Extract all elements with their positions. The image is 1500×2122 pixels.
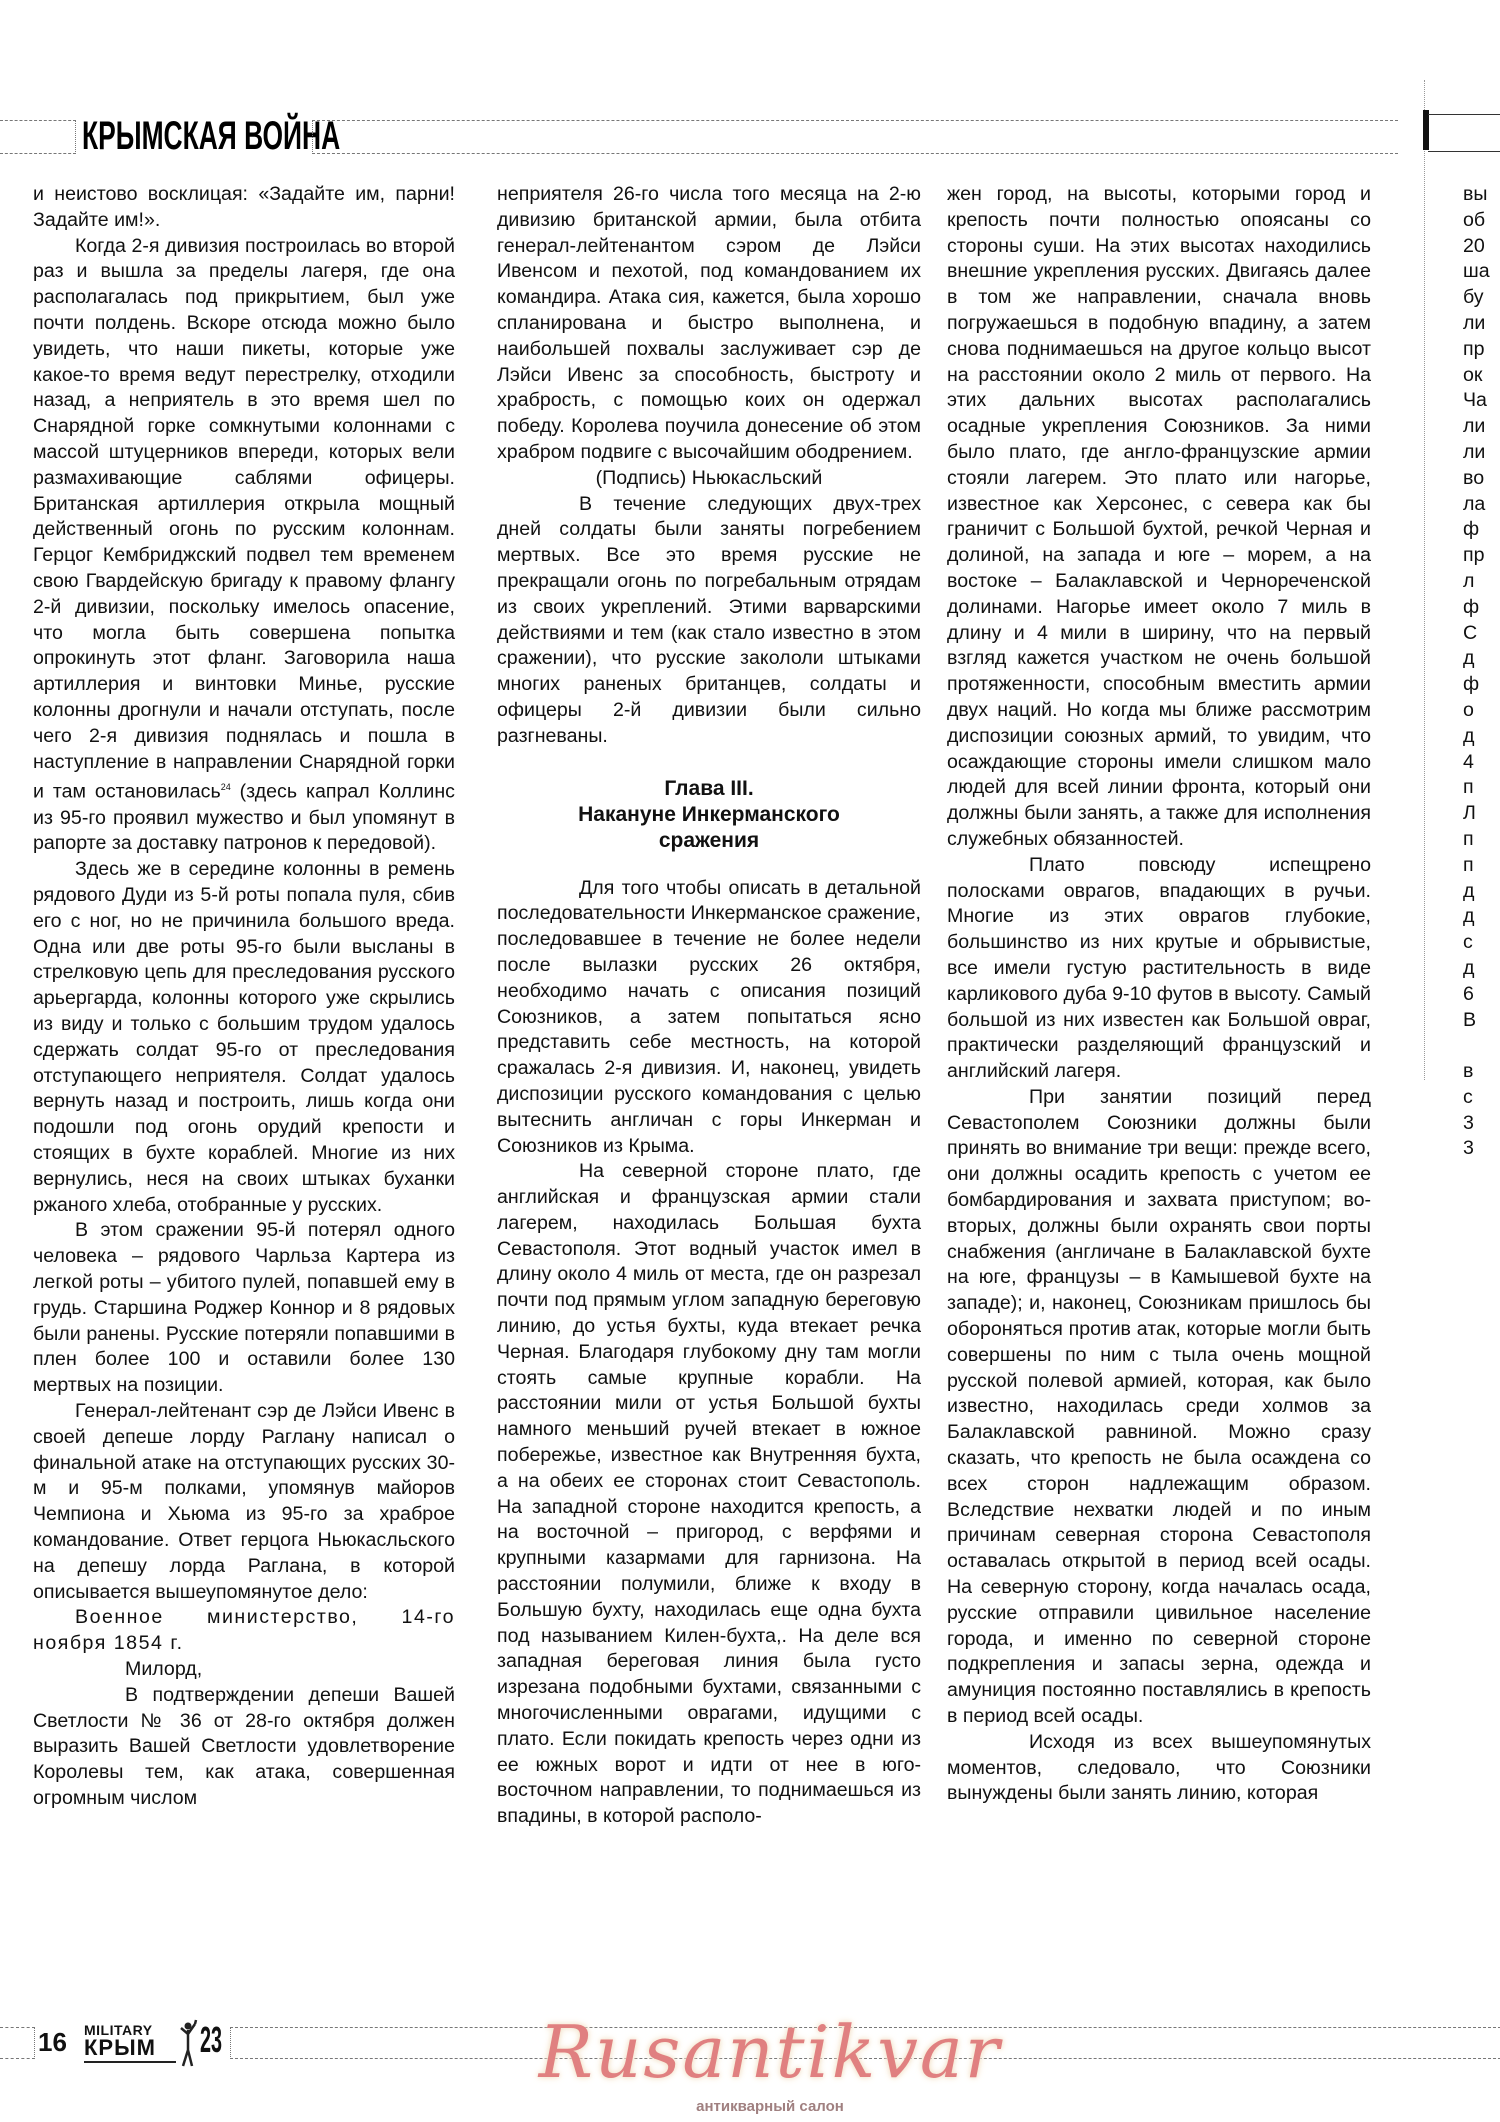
paragraph-text: (здесь капрал Коллинс из 95-го проявил мужество и был упомянут в рапорте за доставку патронов к передовой). — [33, 780, 455, 855]
text-fragment: пр — [1463, 544, 1485, 567]
text-fragment: ф — [1463, 595, 1480, 618]
text-fragment: ф — [1463, 673, 1480, 696]
paragraph: Исходя из всех вышеупомянутых моментов, следовало, что Союзники вынуждены были занять линию, которая — [947, 1730, 1371, 1805]
text-fragment — [1463, 1291, 1500, 1317]
page-number: 16 — [38, 2027, 67, 2057]
text-column-2 — [497, 182, 921, 1830]
text-fragment: с — [1463, 931, 1473, 954]
paragraph: Плато повсюду испещрено полосками оврагов, впадающих в ручьи. Многие из этих оврагов глубокие, большинство из них крутые и обрывистые, все имели густую растительность в виде карликового дуба 9-10 футов в высоту. Самый большой из них известен как Большой овраг, практически разделяющий французский и английский лагеря. — [947, 853, 1371, 1083]
text-fragment: ли — [1463, 440, 1486, 463]
text-fragment: 20 — [1463, 234, 1485, 257]
text-fragment: ли — [1463, 311, 1486, 334]
text-fragment: ок — [1463, 363, 1483, 386]
text-fragment: пр — [1463, 337, 1485, 360]
text-fragment: п — [1463, 827, 1474, 850]
text-fragment: д — [1463, 724, 1475, 747]
text-fragment: д — [1463, 956, 1475, 979]
paragraph: Генерал-лейтенант сэр де Лэйси Ивенс в своей депеше лорду Раглану написал о финальной атаке на отступающих русских 30-м и 95-м полками, упомянув майоров Чемпиона и Хьюма из 95-го за храброе командование. Ответ герцога Ньюкасльского на депешу лорда Раглана, в которой описывается вышеупомянутое дело: — [33, 1399, 455, 1603]
text-fragment: 3 — [1463, 1137, 1474, 1160]
text-fragment — [1463, 1240, 1500, 1266]
paragraph — [33, 234, 455, 858]
text-column-4-partial — [1463, 182, 1500, 1343]
chapter-number: Глава III. — [664, 776, 754, 800]
letter-body: В подтверждении депеши Вашей Светлости № 36 от 28-го октября должен выразить Вашей Светлости удовлетворение Королевы тем, как атака, совершенная огромным числом — [33, 1683, 455, 1809]
magazine-logo-line2: КРЫМ — [84, 2035, 156, 2060]
issue-number: 23 — [200, 2019, 223, 2060]
text-fragment: д — [1463, 647, 1475, 670]
page-fold-line — [1424, 80, 1426, 1080]
paragraph: Для того чтобы описать в детальной последовательности Инкерманское сражение, последовавшее в течение не более недели после вылазки русских 26 октября, необходимо начать с описания позиций Союзников, а затем попытаться ясно представить себе местность, на которой сражалась 2-я дивизия. И, наконец, увидеть диспозиции русского командования с целью вытеснить англичан с горы Инкерман и Союзников из Крыма. — [497, 876, 921, 1157]
section-title: КРЫМСКАЯ ВОЙНА — [82, 114, 341, 158]
paragraph: жен город, на высоты, которыми город и крепость почти полностью опоясаны со стороны суши. На этих высотах находились внешние укрепления русских. Двигаясь далее в том же направлении, сначала вновь погружаешься в подобную впадину, а затем снова поднимаешься на другое кольцо высот на расстоянии около 2 миль от первого. На этих дальних высотах располагались осадные укрепления Союзников. За ними было плато, где англо-французские армии стояли лагерем. Это плато или нагорье, известное как Херсонес, с севера как бы граничит с Большой бухтой, речкой Черная и долиной, на запада и юге – морем, а на востоке – Балаклавской и Чернореченской долинами. Нагорье имеет около 7 миль в длину и 4 мили в ширину, что на первый взгляд кажется участком не очень большой протяженности, способным вместить армии двух наций. Но когда мы ближе рассмотрим диспозиции союзных армий, то увидим, что осаждающие стороны имели слишком мало людей для всей линии фронта, который они должны были занять, а также для исполнения служебных обязанностей. — [947, 183, 1371, 850]
text-fragment: п — [1463, 853, 1474, 876]
chapter-heading — [497, 776, 921, 854]
text-fragment: д — [1463, 879, 1475, 902]
watermark-brand: Rusantikvar — [538, 2010, 1002, 2094]
text-fragment: ф — [1463, 518, 1480, 541]
text-column-1 — [33, 182, 455, 1812]
chapter-title-line: Накануне Инкерманского — [578, 802, 840, 826]
header-rule-right — [312, 120, 1398, 154]
text-fragment: об — [1463, 208, 1486, 231]
magazine-logo-tagline-bar — [84, 2061, 176, 2063]
text-fragment: л — [1463, 569, 1475, 592]
text-fragment: с — [1463, 1085, 1473, 1108]
letter-body-continued: неприятеля 26-го числа того месяца на 2-ю дивизию британской армии, была отбита генерал-лейтенантом сэром де Лэйси Ивенсом и пехотой, под командованием их командира. Атака сия, кажется, была хорошо спланирована и быстро выполнена, и наибольшей похвалы заслуживает сэр де Лэйси Ивенс за способность, быстроту и храбрость, с помощью коих он одержал победу. Королева поучила донесение об этом храбром подвиге с высочайшим ободрением. — [497, 183, 921, 463]
letter-dateline: Военное министерство, 14-го ноября 1854 г. — [33, 1606, 455, 1655]
text-fragment: во — [1463, 466, 1485, 489]
text-fragment: С — [1463, 621, 1478, 644]
magazine-logo-line1: MILITARY — [84, 2022, 153, 2038]
text-fragment: в — [1463, 1060, 1474, 1083]
text-fragment: д — [1463, 905, 1475, 928]
magazine-logo — [84, 2022, 176, 2063]
text-fragment: Ча — [1463, 389, 1487, 412]
text-fragment — [1463, 1265, 1500, 1291]
letter-salutation: Милорд, — [125, 1657, 203, 1680]
text-fragment: вы — [1463, 183, 1488, 205]
header-rule-left — [0, 120, 76, 154]
next-page-header-box — [1428, 114, 1500, 152]
text-fragment: 3 — [1463, 1111, 1474, 1134]
paragraph: Здесь же в середине колонны в ремень рядового Дуди из 5-й роты попала пуля, сбив его с ног, но не причинила большого вреда. Одна или две роты 95-го были высланы в стрелковую цепь для преследования русского арьергарда, колонны которого уже скрылись из виду и только с большим трудом удалось сдержать солдат 95-го от преследования отступающего неприятеля. Солдат удалось вернуть назад и построить, лишь когда они подошли под огонь орудий крепости и стоящих в бухте кораблей. Многие из них вернулись, неся на своих штыках буханки ржаного хлеба, отобранные у русских. — [33, 858, 455, 1216]
paragraph: и неистово восклицая: «Задайте им, парни! Задайте им!». — [33, 183, 455, 231]
paragraph: На северной стороне плато, где английская и французская армии стали лагерем, находилась Большая бухта Севастополя. Этот водный участок имел в длину около 4 миль от места, где он разрезал почти под прямым углом западную береговую линию, до устья бухты, куда втекает речка Черная. Благодаря глубокому дну там могли стоять самые крупные корабли. На расстоянии мили от устья Большой бухты намного меньший ручей втекает в южное побережье, известное как Внутренняя бухта, а на обеих ее сторонах стоит Севастополь. На западной стороне находится крепость, а на восточной – пригород, с верфями и крупными казармами для гарнизона. На расстоянии полумили, ближе к входу в Большую бухту, находилась еще одна бухта под называнием Килен-бухта,. На деле вся западная береговая линия была густо изрезана подобными бухтами, связанными с многочисленными оврагами, идущими с плато. Если покидать крепость через одни из ее южных ворот и идти от нее в юго-восточном направлении, то поднимаешься из впадины, в которой располо- — [497, 1160, 921, 1828]
text-fragment: В — [1463, 1008, 1477, 1031]
text-column-3 — [947, 182, 1371, 1807]
paragraph: В течение следующих двух-трех дней солдаты были заняты погребением мертвых. Все это время русские не прекращали огонь по погребальным отрядам из своих укреплений. Этими варварскими действиями и тем (как стало известно в этом сражении), что русские закололи штыками многих раненых британцев, солдаты и офицеры 2-й дивизии были сильно разгневаны. — [497, 492, 921, 747]
footnote-ref[interactable]: 24 — [220, 782, 231, 793]
watermark-subtitle: антикварный салон — [696, 2098, 844, 2115]
text-fragment: ша — [1463, 260, 1490, 283]
text-fragment: 4 — [1463, 750, 1474, 773]
paragraph: При занятии позиций перед Севастополем Союзники должны были принять во внимание три вещи: прежде всего, они должны осадить крепость с учетом ее бомбардирования и захвата приступом; во-вторых, должны были охранять свои порты снабжения (англичане в Балаклавской бухте на юге, французы – в Камышевой бухте на западе); и, наконец, Союзникам пришлось бы обороняться против атак, которые могли быть совершены по ним с тыла очень мощной русской полевой армией, которая, как было известно, находилась среди холмов за Балаклавской равниной. Можно сразу сказать, что крепость не была осаждена со всех сторон надлежащим образом. Вследствие нехватки людей и по иным причинам северная сторона Севастополя оставалась открытой в период всей осады. На северную сторону, когда началась осада, русские отправили цивильное население города, и именно по северной стороне подкрепления и запасы зерна, одежда и амуниция постоянно поставлялись в крепость в период всей осады. — [947, 1085, 1371, 1728]
text-fragment: 6 — [1463, 982, 1474, 1005]
paragraph: В этом сражении 95-й потерял одного человека – рядового Чарльза Картера из легкой роты – убитого пулей, попавшей ему в грудь. Старшина Роджер Коннор и 8 рядовых были ранены. Русские потеряли попавшими в плен более 100 и оставили более 130 мертвых на позиции. — [33, 1219, 455, 1397]
chapter-title-line: сражения — [658, 828, 760, 852]
text-fragment — [1463, 1214, 1500, 1240]
text-fragment: ла — [1463, 492, 1486, 515]
text-fragment — [1463, 1162, 1500, 1188]
text-fragment: бу — [1463, 286, 1484, 309]
text-fragment: п — [1463, 776, 1474, 799]
text-fragment — [1463, 1033, 1500, 1059]
letter-signature: (Подпись) Ньюкасльский — [595, 466, 823, 489]
soldier-figure-icon — [178, 2018, 198, 2070]
text-fragment — [1463, 1317, 1500, 1343]
paragraph-text: Когда 2-я дивизия построилась во второй раз и вышла за пределы лагеря, где она располагалась под прикрытием, был уже почти полдень. Вскоре отсюда можно было увидеть, что наши пикеты, которые уже какое-то время ведут перестрелку, отходили назад, а неприятель в это время шел по Снарядной горке сомкнутыми колоннами с массой штуцерников впереди, которых вели размахивающие саблями офицеры. Британская артиллерия открыла мощный действенный огонь по русским колоннам. Герцог Кембриджский подвел тем временем свою Гвардейскую бригаду к правому флангу 2-й дивизии, поскольку имелось опасение, что могла быть совершена попытка опрокинуть этот фланг. Заговорила наша артиллерия и винтовки Минье, русские колонны дрогнули и начали отступать, после чего 2-я дивизия поднялась и пошла в наступление в направлении Снарядной горки и там остановилась — [33, 234, 455, 803]
text-fragment: Л — [1463, 802, 1476, 825]
text-fragment — [1463, 1188, 1500, 1214]
text-fragment: о — [1463, 698, 1474, 721]
watermark — [520, 2010, 1020, 2122]
footer-rule-left — [0, 2027, 35, 2059]
text-fragment: ли — [1463, 415, 1486, 438]
